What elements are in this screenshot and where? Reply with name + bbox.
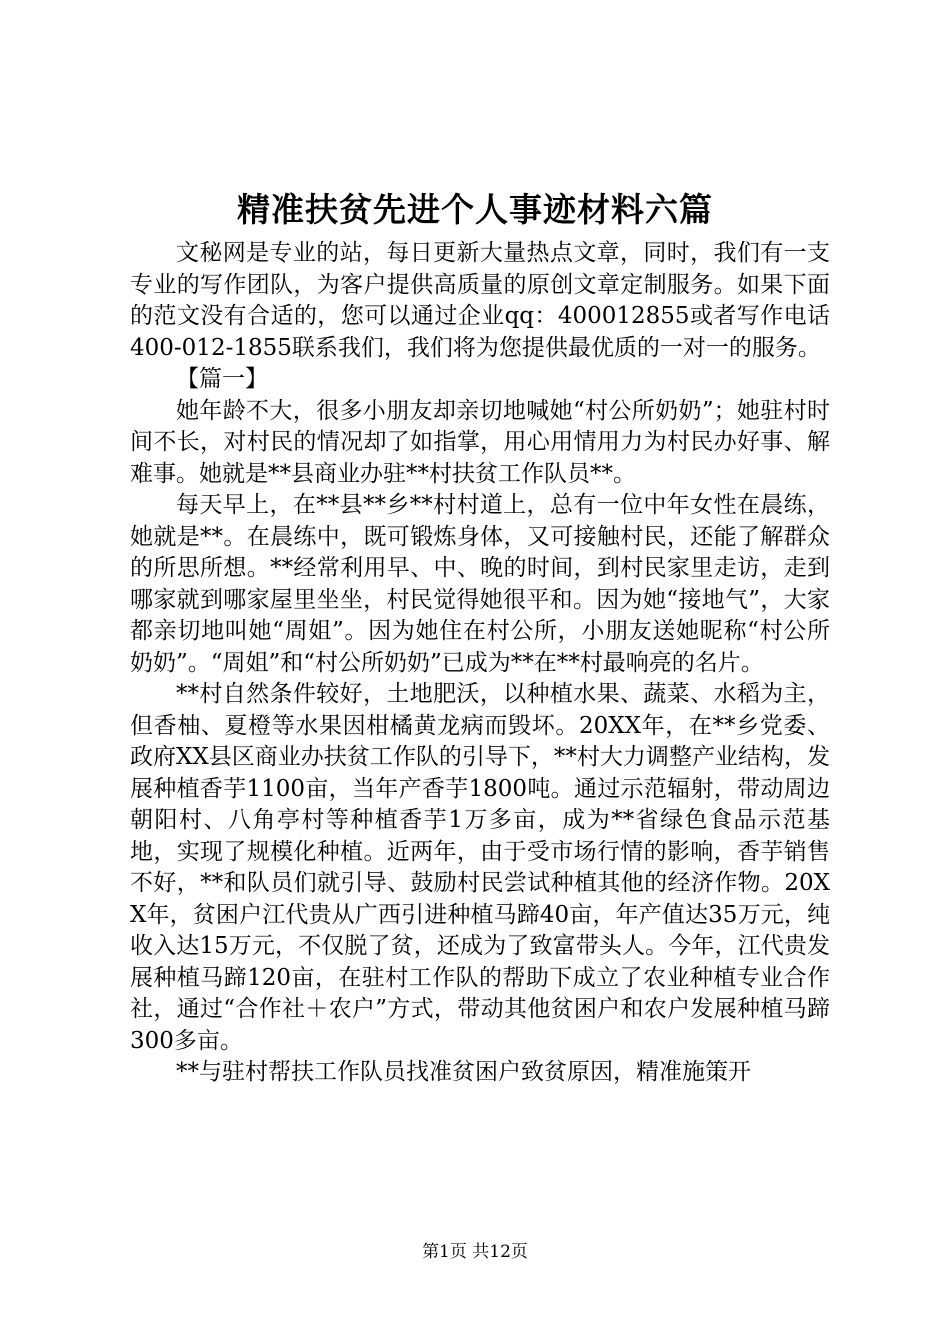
body-paragraph: 每天早上，在**县**乡**村村道上，总有一位中年女性在晨练，她就是**。在晨练中，既可锻炼身体，又可接触村民，还能了解群众的所思所想。**经常利用早、中、晚的时间，到村民家里走访，走到哪家就到哪家屋里坐坐，村民觉得她很平和。因为她“接地气”，大家都亲切地叫她“周姐”。因为她住在村公所，小朋友送她昵称“村公所奶奶”。“周姐”和“村公所奶奶”已成为**在**村最响亮的名片。	[130, 492, 830, 676]
body-paragraph: 她年龄不大，很多小朋友却亲切地喊她“村公所奶奶”；她驻村时间不长，对村民的情况却了如指掌，用心用情用力为村民办好事、解难事。她就是**县商业办驻**村扶贫工作队员**。	[130, 397, 830, 487]
body-paragraph: **村自然条件较好，土地肥沃，以种植水果、蔬菜、水稻为主，但香柚、夏橙等水果因柑橘黄龙病而毁坏。20XX年，在**乡党委、政府XX县区商业办扶贫工作队的引导下，**村大力调整产业结构，发展种植香芋1100亩，当年产香芋1800吨。通过示范辐射，带动周边朝阳村、八角亭村等种植香芋1万多亩，成为**省绿色食品示范基地，实现了规模化种植。近两年，由于受市场行情的影响，香芋销售不好，**和队员们就引导、鼓励村民尝试种植其他的经济作物。20XX年，贫困户江代贵从广西引进种植马蹄40亩，年产值达35万元，纯收入达15万元，不仅脱了贫，还成为了致富带头人。今年，江代贵发展种植马蹄120亩，在驻村工作队的帮助下成立了农业种植专业合作社，通过“合作社＋农户”方式，带动其他贫困户和农户发展种植马蹄300多亩。	[130, 681, 830, 1054]
document-title: 精准扶贫先进个人事迹材料六篇	[237, 190, 713, 229]
intro-paragraph: 文秘网是专业的站，每日更新大量热点文章，同时，我们有一支专业的写作团队，为客户提供高质量的原创文章定制服务。如果下面的范文没有合适的，您可以通过企业qq：400012855或者写作电话400-012-1855联系我们，我们将为您提供最优质的一对一的服务。	[130, 240, 830, 361]
section-heading: 【篇一】	[176, 366, 268, 392]
body-paragraph: **与驻村帮扶工作队员找准贫困户致贫原因，精准施策开	[176, 1059, 751, 1085]
page-footer: 第1页 共12页	[422, 1242, 528, 1262]
document-body	[130, 238, 830, 1089]
